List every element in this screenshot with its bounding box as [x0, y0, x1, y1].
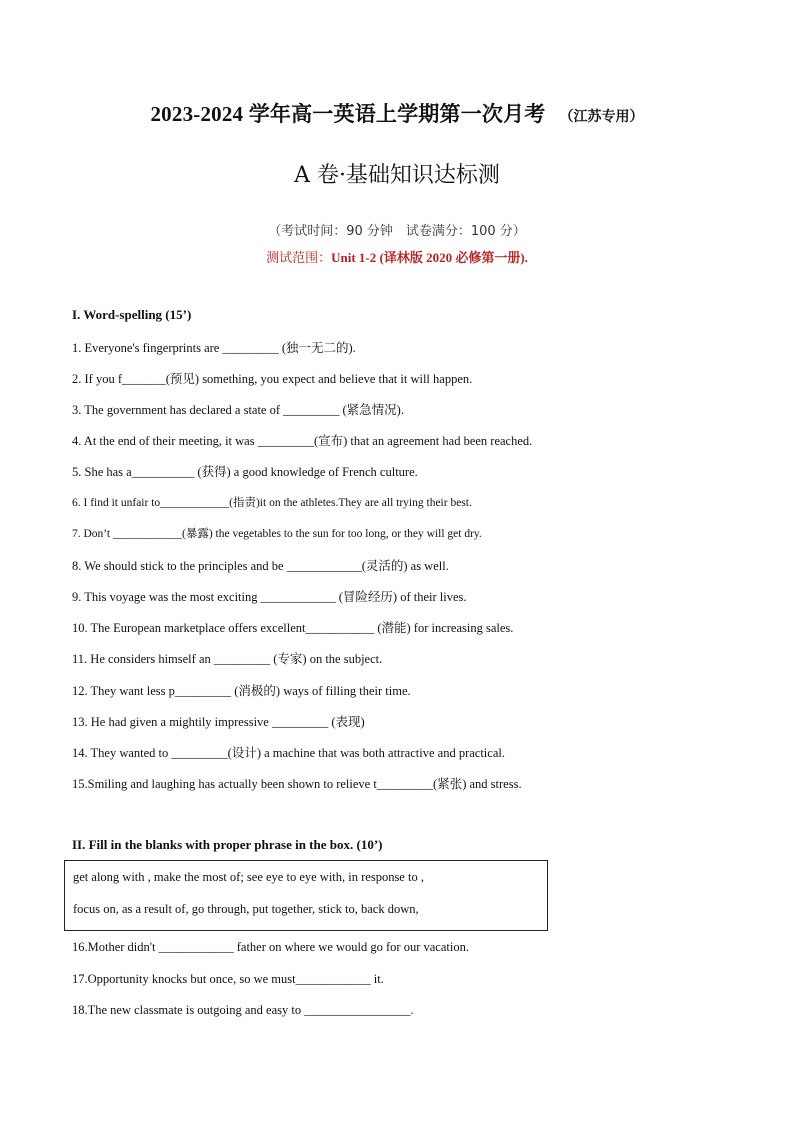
question-8: 8. We should stick to the principles and be ____________(灵活的) as well. — [72, 559, 449, 573]
section2-heading: II. Fill in the blanks with proper phrase in the box. (10’) — [72, 837, 383, 852]
question-12: 12. They want less p_________ (消极的) ways of filling their time. — [72, 684, 411, 698]
document-title — [0, 98, 794, 128]
question-3: 3. The government has declared a state of _________ (紧急情况). — [72, 403, 404, 417]
question-6: 6. I find it unfair to____________(指责)it on the athletes.They are all trying their best. — [72, 497, 472, 509]
phrase-box-line-1: get along with , make the most of; see eye to eye with, in response to , — [73, 870, 424, 884]
question-1: 1. Everyone's fingerprints are _________ (独一无二的). — [72, 341, 356, 355]
test-scope — [0, 247, 794, 266]
question-15: 15.Smiling and laughing has actually been shown to relieve t_________(紧张) and stress. — [72, 777, 522, 791]
scope-value: Unit 1-2 (译林版 2020 必修第一册). — [331, 250, 528, 265]
phrase-box — [64, 860, 548, 931]
section1-heading: I. Word-spelling (15’) — [72, 307, 192, 322]
question-16: 16.Mother didn't ____________ father on where we would go for our vacation. — [72, 940, 469, 954]
scope-label: 测试范围： — [266, 250, 332, 265]
question-2: 2. If you f_______(预见) something, you expect and believe that it will happen. — [72, 372, 473, 386]
question-4: 4. At the end of their meeting, it was _________(宣布) that an agreement had been reached. — [72, 434, 533, 448]
question-18: 18.The new classmate is outgoing and easy to _________________. — [72, 1003, 414, 1017]
question-5: 5. She has a__________ (获得) a good knowledge of French culture. — [72, 465, 418, 479]
question-14: 14. They wanted to _________(设计) a machine that was both attractive and practical. — [72, 746, 505, 760]
document-subtitle: A 卷·基础知识达标测 — [294, 163, 500, 188]
question-7: 7. Don’t ____________(暴露) the vegetables to the sun for too long, or they will get dry. — [72, 528, 482, 540]
phrase-box-line-2: focus on, as a result of, go through, put together, stick to, back down, — [73, 902, 419, 916]
question-10: 10. The European marketplace offers excellent___________ (潜能) for increasing sales. — [72, 621, 514, 635]
title-region: （江苏专用） — [559, 110, 644, 125]
title-main: 2023-2024 学年高一英语上学期第一次月考 — [150, 102, 546, 126]
question-13: 13. He had given a mightily impressive _________ (表现) — [72, 715, 365, 729]
question-17: 17.Opportunity knocks but once, so we must____________ it. — [72, 972, 384, 986]
question-11: 11. He considers himself an _________ (专家) on the subject. — [72, 652, 383, 666]
question-9: 9. This voyage was the most exciting ____________ (冒险经历) of their lives. — [72, 590, 467, 604]
exam-info: （考试时间：90 分钟 试卷满分：100 分） — [268, 224, 526, 239]
